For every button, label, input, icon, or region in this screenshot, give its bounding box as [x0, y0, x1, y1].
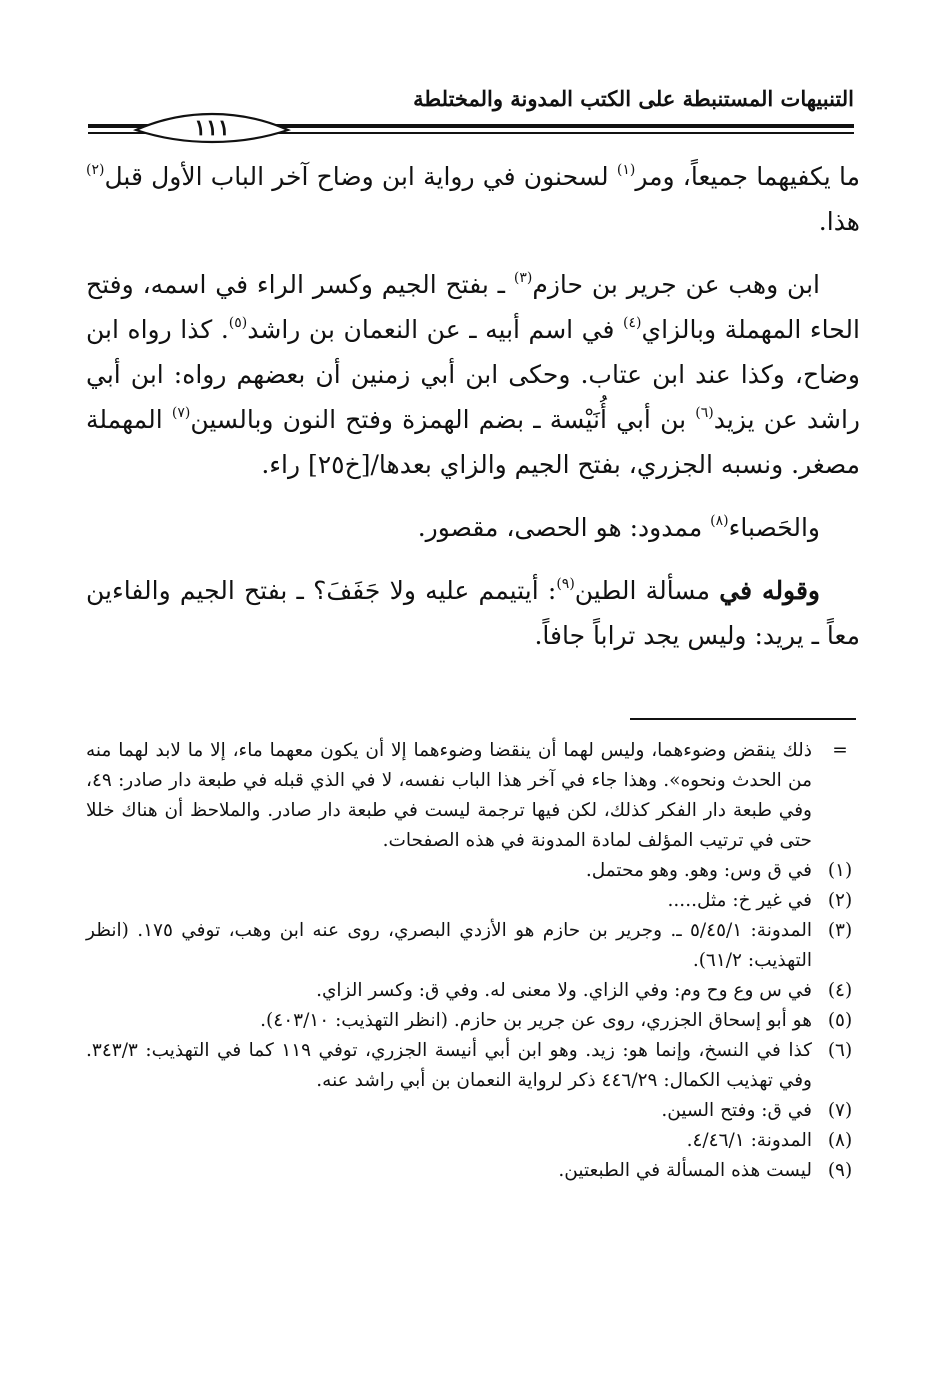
footnote-text: المدونة: ٤/٤٦/١.	[686, 1130, 812, 1151]
footnote-2	[86, 886, 860, 916]
footnote-marker: (٧)	[827, 1100, 853, 1121]
footnote-ref-7[interactable]: (٧)	[171, 405, 191, 421]
footnote-ref-3[interactable]: (٣)	[513, 270, 533, 286]
footnote-ref-6[interactable]: (٦)	[695, 405, 714, 421]
footnote-ref-4[interactable]: (٤)	[623, 315, 642, 331]
footnote-separator	[630, 718, 856, 720]
footnote-1	[86, 856, 860, 886]
footnote-9	[86, 1156, 860, 1186]
text-run: ممدود: هو الحصى، مقصور.	[417, 513, 711, 542]
footnote-ref-5[interactable]: (٥)	[228, 315, 248, 331]
footnote-4	[86, 976, 860, 1006]
footnote-text: في ق: وفتح السين.	[661, 1100, 812, 1121]
text-run: ابن وهب عن جرير بن حازم	[532, 270, 820, 299]
footnote-marker: (٥)	[827, 1010, 853, 1031]
paragraph-3	[86, 505, 860, 550]
footnote-text: كذا في النسخ، وإنما هو: زيد. وهو ابن أبي أنيسة الجزري، توفي ١١٩ كما في التهذيب: ٣٤٣/٣. وفي تهذيب الكمال: ٤٤٦/٢٩ ذكر لرواية النعمان بن أبي راشد عنه.	[86, 1040, 812, 1091]
page-number-badge	[132, 112, 292, 144]
footnote-5	[86, 1006, 860, 1036]
paragraph-4	[86, 568, 860, 658]
footnote-ref-2[interactable]: (٢)	[86, 162, 105, 178]
paragraph-1	[86, 154, 860, 244]
text-run: ـ بفتح الجيم وكسر الراء في اسمه، وفتح الحاء المهملة وبالزاي	[86, 270, 860, 344]
footnote-8	[86, 1126, 860, 1156]
footnote-ref-1[interactable]: (١)	[616, 162, 636, 178]
footnote-text: هو أبو إسحاق الجزري، روى عن جرير بن حازم. (انظر التهذيب: ٤٠٣/١٠).	[260, 1010, 812, 1031]
text-run: هذا.	[818, 207, 860, 236]
text-run: مسألة الطين	[574, 576, 720, 605]
running-title: التنبيهات المستنبطة على الكتب المدونة والمختلطة	[413, 86, 854, 111]
footnote-text: في غير خ: مثل.....	[667, 890, 812, 911]
text-run: ما يكفيهما جميعاً، ومر	[635, 162, 860, 191]
footnotes	[86, 736, 860, 1186]
footnote-text: في س وع وح وم: وفي الزاي. ولا معنى له. وفي ق: وكسر الزاي.	[316, 980, 812, 1001]
page-header	[88, 86, 854, 142]
footnote-text: المدونة: ٥/٤٥/١ ـ. وجرير بن حازم هو الأزدي البصري، روى عنه ابن وهب، توفي ١٧٥. (انظر التهذيب: ٦١/٢).	[86, 920, 812, 971]
text-run: : أيتيمم عليه ولا جَفَفَ؟ ـ بفتح الجيم والفاءين معاً ـ يريد: وليس يجد تراباً جافاً.	[86, 576, 860, 650]
text-run: لسحنون في رواية ابن وضاح آخر الباب الأول قبل	[104, 162, 617, 191]
text-run: والحَصباء	[728, 513, 820, 542]
main-text	[86, 154, 860, 658]
footnote-continued	[86, 736, 860, 856]
lead-phrase: وقوله في	[719, 576, 820, 605]
text-run: المهملة مصغر. ونسبه الجزري، بفتح الجيم والزاي بعدها/[خ٢٥] راء.	[86, 405, 860, 479]
text-run: في اسم أبيه ـ عن النعمان بن راشد	[247, 315, 624, 344]
footnote-marker: (٦)	[827, 1040, 853, 1061]
footnote-marker: (٨)	[827, 1130, 853, 1151]
footnote-6	[86, 1036, 860, 1096]
footnote-text: ليست هذه المسألة في الطبعتين.	[558, 1160, 812, 1181]
footnote-marker: (٣)	[827, 920, 853, 941]
footnote-7	[86, 1096, 860, 1126]
footnote-marker: (٩)	[827, 1160, 853, 1181]
footnote-marker: (٢)	[827, 890, 853, 911]
footnote-marker: (٤)	[827, 980, 853, 1001]
footnote-3	[86, 916, 860, 976]
footnote-ref-9[interactable]: (٩)	[556, 576, 575, 592]
footnote-ref-8[interactable]: (٨)	[710, 513, 729, 529]
text-run: . كذا رواه ابن وضاح، وكذا عند ابن عتاب. وحكى ابن أبي زمنين أن بعضهم رواه: ابن أبي راشد عن يزيد	[86, 315, 860, 434]
text-run: بن أبي أُنَيْسة ـ بضم الهمزة وفتح النون وبالسين	[190, 405, 696, 434]
footnote-text: ذلك ينقض وضوءهما، وليس لهما أن ينقضا وضوءهما إلا أن يكون معهما ماء، إلا ما لابد لهما منه من الحدث ونحوه». وهذا جاء في آخر هذا الباب نفسه، لا في الذي قبله في طبعة دار صادر: ٤٩، وفي طبعة دار الفكر كذلك، لكن فيها ترجمة ليست في طبعة دار صادر. والملاحظ أن هناك خللا حتى في ترتيب المؤلف لمادة المدونة في هذه الصفحات.	[86, 740, 812, 851]
footnote-marker: =	[832, 740, 848, 761]
footnote-text: في ق وس: وهو. وهو محتمل.	[585, 860, 812, 881]
page-number: ١١١	[194, 115, 230, 141]
paragraph-2	[86, 262, 860, 487]
footnote-marker: (١)	[827, 860, 853, 881]
